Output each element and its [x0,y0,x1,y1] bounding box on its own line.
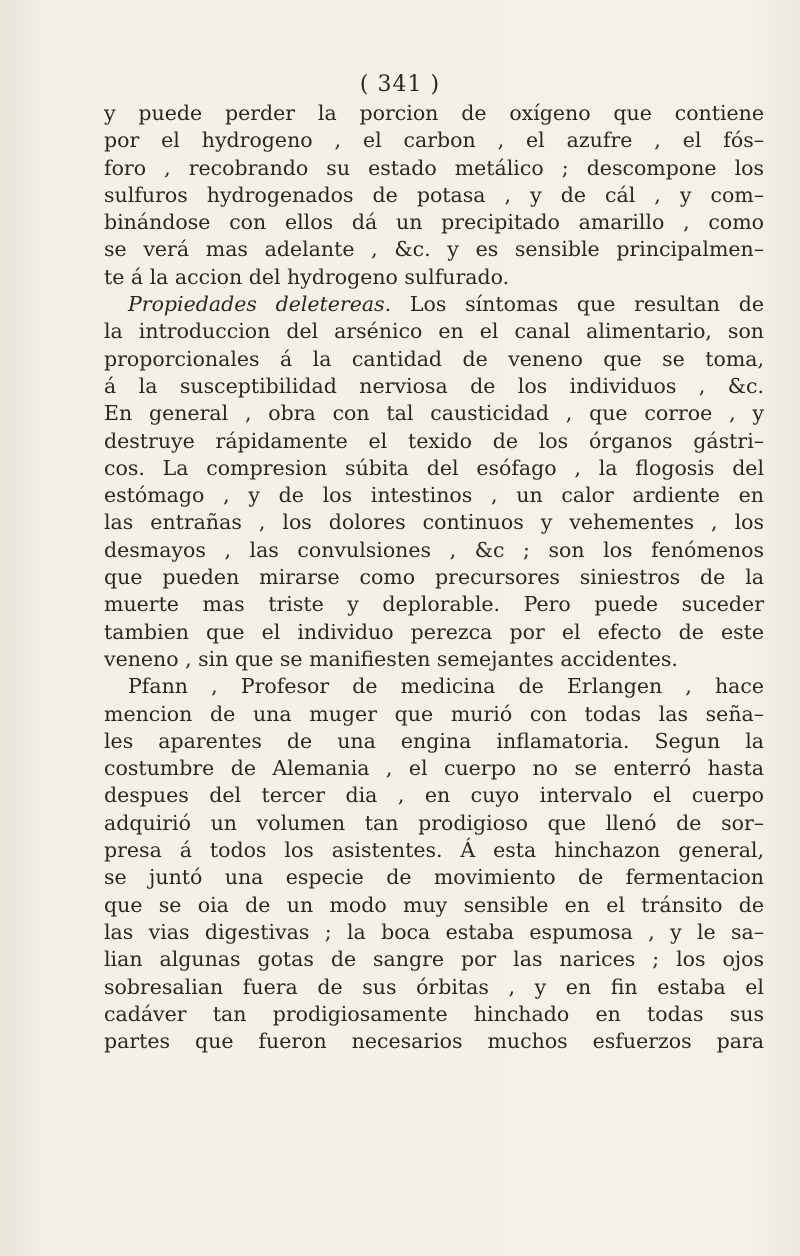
text-line [104,946,764,973]
text-line [104,701,764,728]
text-line [104,155,764,182]
text-line [104,127,764,154]
line-text: tambien que el individuo perezca por el efecto de este [104,619,764,644]
text-line [104,428,764,455]
line-text: mencion de una muger que murió con todas las seña– [104,701,764,726]
line-text: despues del tercer dia , en cuyo intervalo el cuerpo [104,783,764,808]
page-number: ( 341 ) [359,72,441,97]
line-text: por el hydrogeno , el carbon , el azufre , el fós– [104,128,764,153]
line-text: foro , recobrando su estado metálico ; descompone los [104,155,764,180]
line-text: á la susceptibilidad nerviosa de los individuos , &c. [104,373,764,398]
line-text: se juntó una especie de movimiento de fermentacion [104,865,764,890]
text-line [104,182,764,209]
text-line [104,591,764,618]
line-text: sulfuros hydrogenados de potasa , y de cál , y com– [104,182,764,207]
line-text: y puede perder la porcion de oxígeno que contiene [104,101,764,125]
text-line [104,400,764,427]
line-text: adquirió un volumen tan prodigioso que llenó de sor– [104,810,764,835]
text-line [104,100,764,127]
line-text: binándose con ellos dá un precipitado amarillo , como [104,210,764,235]
line-text: que pueden mirarse como precursores siniestros de la [104,565,764,590]
line-text: proporcionales á la cantidad de veneno que se toma, [104,346,764,371]
line-text: presa á todos los asistentes. Á esta hinchazon general, [104,838,764,863]
line-text: les aparentes de una engina inflamatoria. Segun la [104,728,764,753]
line-text: muerte mas triste y deplorable. Pero puede suceder [104,592,764,617]
line-text: estómago , y de los intestinos , un calor ardiente en [104,483,764,508]
text-line [104,373,764,400]
line-text: En general , obra con tal causticidad , que corroe , y [104,401,764,426]
text-line [104,1028,764,1055]
line-text: partes que fueron necesarios muchos esfuerzos para [104,1029,764,1054]
line-text: la introduccion del arsénico en el canal alimentario, son [104,319,764,344]
text-line [104,892,764,919]
line-text: costumbre de Alemania , el cuerpo no se enterró hasta [104,756,764,781]
text-line [104,482,764,509]
text-line [104,264,764,291]
line-text: lian algunas gotas de sangre por las narices ; los ojos [104,947,764,972]
text-line [104,728,764,755]
text-line [104,318,764,345]
text-line [104,209,764,236]
line-text: cadáver tan prodigiosamente hinchado en todas sus [104,1001,764,1026]
line-text: las vias digestivas ; la boca estaba espumosa , y le sa– [104,919,764,944]
line-text: las entrañas , los dolores continuos y vehementes , los [104,510,764,535]
line-text: destruye rápidamente el texido de los órganos gástri– [104,428,764,453]
text-line [104,755,764,782]
line-text: te á la accion del hydrogeno sulfurado. [104,264,510,289]
line-text: cos. La compresion súbita del esófago , la flogosis del [104,455,764,480]
line-text: desmayos , las convulsiones , &c ; son los fenómenos [104,537,764,562]
text-line [104,619,764,646]
body-text [104,100,764,1055]
text-line [104,291,764,318]
text-line [104,564,764,591]
line-text: Pfann , Profesor de medicina de Erlangen , hace [128,674,764,699]
text-line [104,509,764,536]
line-text: Los síntomas que resultan de [391,292,764,317]
text-line [104,864,764,891]
text-line [104,1001,764,1028]
text-line [104,974,764,1001]
line-text: que se oia de un modo muy sensible en el tránsito de [104,892,764,917]
text-line [104,837,764,864]
text-line [104,236,764,263]
text-line [104,537,764,564]
line-text: sobresalian fuera de sus órbitas , y en fin estaba el [104,974,764,999]
text-line [104,673,764,700]
text-line [104,782,764,809]
text-line [104,455,764,482]
text-line [104,346,764,373]
text-line [104,919,764,946]
section-heading: Propiedades deletereas. [128,292,392,317]
text-line [104,646,764,673]
text-line [104,810,764,837]
line-text: veneno , sin que se manifiesten semejantes accidentes. [104,646,678,671]
line-text: se verá mas adelante , &c. y es sensible principalmen– [104,237,764,262]
